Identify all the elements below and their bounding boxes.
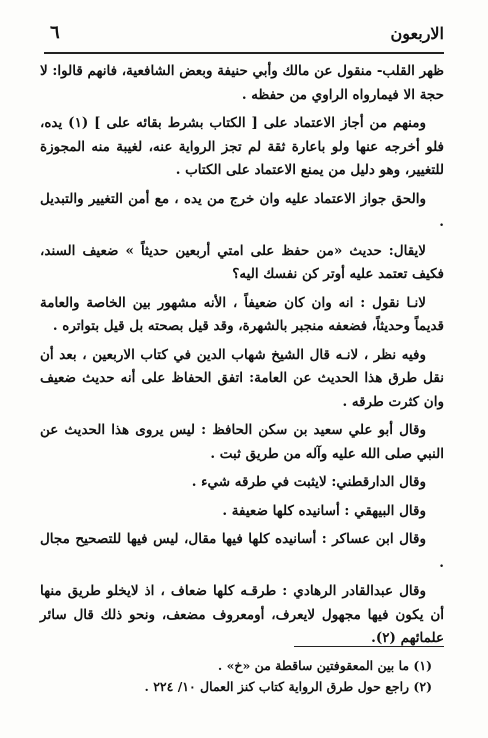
paragraph: وقال البيهقي : أسانيده كلها ضعيفة .: [222, 502, 426, 519]
paragraph: لانـا نقول : انه وان كان ضعيفاً ، الأنه مشهور بين الخاصة والعامة قديماً وحديثاً، فضعفه منجبر بالشهرة، وقد قيل بصحته بل قيل بتواتره .: [40, 294, 444, 334]
paragraph: ومنهم من أجاز الاعتماد على [ الكتاب بشرط بقائه على ] (١) يده، فلو أخرجه عنها ولو باعارة ثقة لم تجز الرواية عنه، لغيبة منه المجوزة للتغيير، وهو دليل من يمنع الاعتماد على الكتاب .: [40, 115, 444, 178]
paragraph: ظهر القلب- منقول عن مالك وأبي حنيفة وبعض الشافعية، فانهم قالوا: لا حجة الا فيمارواه الراوي من حفظه .: [40, 63, 444, 103]
paragraph: وقال عبدالقادر الرهادي : طرقـه كلها ضعاف ، اذ لايخلو طريق منها أن يكون فيها مجهول لايعرف، أومعروف مضعف، ونحو ذلك قال سائر علمائهم (٢).: [40, 583, 444, 646]
paragraph: والحق جواز الاعتماد عليه وان خرج من يده ، مع أمن التغيير والتبديل .: [40, 190, 444, 230]
footnote: (١) ما بين المعقوفتين ساقطة من «خ» .: [217, 658, 432, 673]
page-number: ٦: [50, 22, 60, 43]
main-text: [40, 60, 444, 656]
paragraph: وقال أبو علي سعيد بن سكن الحافظ : ليس يروى هذا الحديث عن النبي صلى الله عليه وآله من طريق ثبت .: [40, 422, 444, 462]
footnotes: [44, 646, 444, 697]
paragraph: وقال ابن عساكر : أسانيده كلها فيها مقال، ليس فيها للتصحيح مجال .: [40, 531, 444, 571]
page-header: [44, 18, 444, 54]
footnote: (٢) راجع حول طرق الرواية كتاب كنز العمال ١٠/ ٢٢٤ .: [144, 679, 432, 694]
paragraph: لايقال: حديث «من حفظ على امتي أربعين حديثاً » ضعيف السند، فكيف تعتمد عليه أوتر كن نفسك اليه؟: [40, 242, 444, 282]
footnote-divider: [294, 646, 444, 647]
paragraph: وقال الدارقطني: لايثبت في طرقه شيء .: [191, 474, 426, 490]
running-title: الاربعون: [390, 24, 444, 43]
paragraph: وفيه نظر ، لانـه قال الشيخ شهاب الدين في كتاب الاربعين ، بعد أن نقل طرق هذا الحديث عن العامة: اتفق الحفاظ على أنه حديث ضعيف وان كثرت طرقه .: [40, 346, 444, 410]
